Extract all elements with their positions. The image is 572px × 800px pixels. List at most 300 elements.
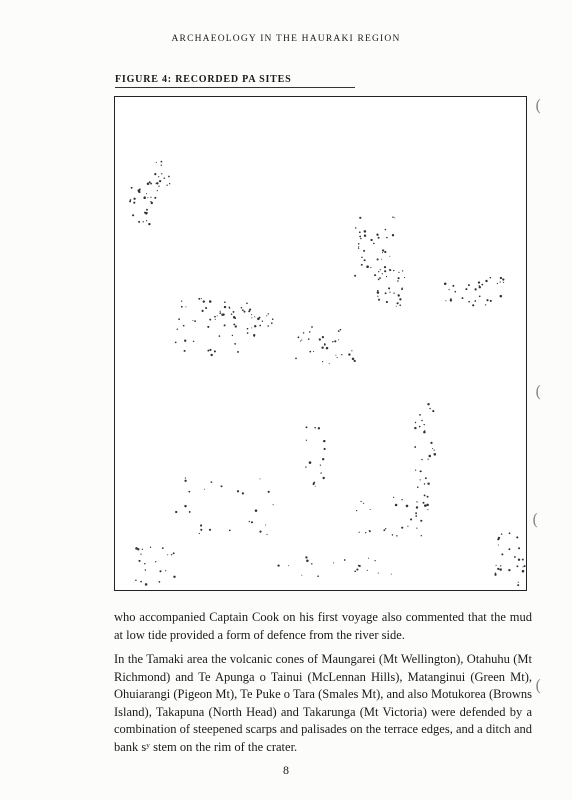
- map-site-dot: [490, 300, 492, 302]
- map-site-dot: [161, 173, 162, 174]
- map-site-dot: [300, 341, 301, 342]
- map-site-dot: [344, 559, 346, 561]
- map-site-dot: [340, 329, 342, 331]
- map-site-dot: [246, 302, 248, 304]
- map-site-dot: [324, 448, 326, 450]
- map-site-dot: [148, 223, 150, 225]
- map-site-dot: [432, 448, 433, 449]
- map-site-dot: [231, 313, 233, 315]
- map-site-dot: [209, 529, 211, 531]
- map-site-dot: [162, 547, 164, 549]
- map-site-dot: [138, 560, 140, 562]
- map-site-dot: [209, 319, 211, 321]
- map-site-dot: [177, 328, 178, 329]
- map-site-dot: [423, 502, 425, 504]
- map-site-dot: [424, 494, 426, 496]
- map-site-dot: [416, 506, 418, 508]
- map-site-dot: [341, 354, 342, 355]
- map-site-dot: [271, 322, 273, 324]
- map-site-dot: [168, 176, 170, 178]
- map-site-dot: [169, 183, 170, 184]
- map-site-dot: [393, 293, 394, 294]
- map-site-dot: [370, 239, 372, 241]
- map-site-dot: [217, 315, 218, 316]
- map-site-dot: [305, 556, 307, 558]
- map-site-dot: [140, 581, 142, 583]
- map-site-dot: [145, 583, 148, 586]
- map-site-dot: [485, 280, 487, 282]
- map-site-dot: [396, 306, 397, 307]
- map-site-dot: [449, 289, 450, 290]
- map-site-dot: [479, 285, 480, 286]
- map-site-dot: [389, 292, 390, 293]
- map-site-dot: [508, 569, 510, 571]
- map-site-dot: [209, 300, 212, 303]
- map-site-dot: [167, 554, 168, 555]
- map-site-dot: [214, 316, 216, 318]
- map-site-dot: [171, 554, 172, 555]
- map-site-dot: [320, 472, 321, 473]
- map-site-dot: [360, 238, 361, 239]
- map-site-dot: [370, 509, 371, 510]
- map-site-dot: [384, 270, 386, 272]
- map-site-dot: [381, 259, 382, 260]
- map-site-dot: [501, 533, 502, 534]
- map-site-dot: [133, 202, 135, 204]
- map-site-dot: [354, 570, 356, 572]
- map-site-dot: [367, 570, 368, 571]
- map-site-dot: [166, 185, 167, 186]
- map-site-dot: [388, 287, 390, 289]
- map-site-dot: [266, 315, 267, 316]
- map-site-dot: [139, 189, 141, 191]
- map-site-dot: [298, 336, 300, 338]
- map-site-dot: [254, 336, 255, 337]
- map-site-dot: [318, 427, 320, 429]
- map-site-dot: [523, 566, 524, 567]
- map-site-dot: [374, 274, 376, 276]
- map-site-dot: [462, 297, 464, 299]
- map-site-dot: [361, 264, 363, 266]
- map-site-dot: [502, 278, 504, 280]
- map-site-dot: [215, 319, 216, 320]
- map-site-dot: [150, 547, 151, 548]
- map-site-dot: [514, 556, 516, 558]
- map-site-dot: [273, 504, 274, 505]
- map-site-dot: [468, 284, 470, 286]
- map-site-dot: [251, 521, 253, 523]
- map-site-dot: [379, 277, 381, 279]
- map-site-dot: [164, 177, 166, 179]
- map-site-dot: [138, 191, 140, 193]
- map-site-dot: [149, 181, 151, 183]
- map-site-dot: [498, 544, 499, 545]
- map-site-dot: [389, 256, 390, 257]
- map-site-dot: [384, 266, 386, 268]
- map-site-dot: [396, 535, 397, 536]
- map-site-dot: [378, 299, 380, 301]
- map-site-dot: [235, 325, 237, 327]
- map-site-dot: [378, 573, 379, 574]
- pa-sites-map: [114, 96, 527, 591]
- map-site-dot: [156, 162, 157, 163]
- map-site-dot: [143, 196, 146, 199]
- map-site-dot: [129, 200, 131, 202]
- map-site-dot: [229, 307, 231, 309]
- map-site-dot: [306, 440, 307, 441]
- map-site-dot: [417, 486, 419, 488]
- map-site-dot: [508, 548, 510, 550]
- map-site-dot: [421, 535, 422, 536]
- map-site-dot: [155, 561, 156, 562]
- map-site-dot: [184, 350, 186, 352]
- map-site-dot: [423, 431, 426, 434]
- map-site-dot: [219, 335, 221, 337]
- map-site-dot: [185, 306, 186, 307]
- map-site-dot: [181, 300, 182, 301]
- map-site-dot: [500, 277, 502, 279]
- map-site-dot: [317, 575, 319, 577]
- map-site-dot: [522, 570, 525, 573]
- map-site-dot: [268, 313, 269, 314]
- map-site-dot: [241, 307, 243, 309]
- map-site-dot: [501, 553, 503, 555]
- map-site-dot: [146, 220, 147, 221]
- map-site-dot: [425, 477, 427, 479]
- map-site-dot: [143, 221, 144, 222]
- map-site-dot: [277, 564, 279, 566]
- map-site-dot: [315, 486, 316, 487]
- map-site-dot: [200, 529, 202, 531]
- map-site-dot: [497, 283, 498, 284]
- map-site-dot: [251, 317, 252, 318]
- map-site-dot: [479, 295, 481, 297]
- map-site-dot: [254, 325, 256, 327]
- map-site-dot: [384, 251, 386, 253]
- map-site-dot: [401, 499, 402, 500]
- map-site-dot: [497, 568, 499, 570]
- map-site-dot: [500, 281, 501, 282]
- map-site-dot: [498, 537, 500, 539]
- map-site-dot: [385, 229, 387, 231]
- map-site-dot: [251, 314, 252, 315]
- map-site-dot: [322, 458, 324, 460]
- figure-title: [115, 74, 291, 85]
- map-site-dot: [259, 531, 261, 533]
- map-site-dot: [158, 186, 159, 187]
- map-site-dot: [359, 532, 360, 533]
- map-site-dot: [337, 357, 338, 358]
- map-site-dot: [203, 300, 205, 302]
- map-site-dot: [427, 403, 429, 405]
- map-site-dot: [383, 529, 385, 531]
- map-site-dot: [135, 579, 137, 581]
- map-site-dot: [173, 576, 175, 578]
- map-site-dot: [207, 326, 209, 328]
- map-site-dot: [233, 323, 235, 325]
- map-site-dot: [427, 496, 429, 498]
- map-site-dot: [184, 340, 186, 342]
- map-site-dot: [204, 489, 205, 490]
- map-site-dot: [229, 530, 231, 532]
- body-paragraph: In the Tamaki area the volcanic cones of Maungarei (Mt Wellington), Otahuhu (Mt Richmond) and Te Apunga o Tainui (McLennan Hills), Matanginui (Green Mt), Ohuiarangi (Pigeon Mt), Te Puke o Tara (Smales Mt), and also Motukorea (Browns Island), Takapuna (North Head) and Takarunga (Mt Victoria) were defended by a combination of steepened scarps and palisades on the terrace edges, and a ditch and bank sʸ stem on the rim of the crater.: [114, 652, 532, 754]
- map-site-dot: [151, 202, 153, 204]
- map-site-dot: [308, 338, 310, 340]
- map-site-dot: [419, 471, 420, 472]
- map-site-dot: [358, 246, 359, 247]
- map-site-dot: [415, 515, 417, 517]
- map-site-dot: [378, 237, 380, 239]
- map-site-dot: [265, 524, 266, 525]
- map-site-dot: [255, 509, 258, 512]
- map-site-dot: [158, 176, 159, 177]
- map-site-dot: [452, 285, 454, 287]
- map-site-dot: [524, 565, 526, 567]
- map-site-dot: [430, 442, 432, 444]
- map-site-dot: [516, 565, 518, 567]
- map-site-dot: [378, 279, 380, 281]
- map-site-dot: [358, 565, 360, 567]
- map-site-dot: [410, 518, 412, 520]
- map-site-dot: [503, 282, 504, 283]
- map-site-dot: [392, 234, 394, 236]
- map-site-dot: [395, 504, 398, 507]
- map-site-dot: [156, 183, 157, 184]
- map-site-dot: [322, 361, 323, 362]
- map-site-dot: [144, 563, 145, 564]
- map-site-dot: [478, 281, 480, 283]
- map-site-dot: [414, 427, 416, 429]
- map-site-dot: [140, 553, 141, 554]
- map-site-dot: [332, 341, 333, 342]
- map-site-dot: [389, 269, 390, 270]
- map-site-dot: [157, 190, 158, 191]
- map-site-dot: [338, 339, 339, 340]
- map-site-dot: [380, 269, 381, 270]
- map-site-dot: [267, 325, 269, 327]
- map-site-dot: [133, 198, 135, 200]
- map-site-dot: [399, 304, 401, 306]
- map-site-dot: [309, 351, 311, 353]
- margin-bracket-mark: (: [532, 510, 539, 529]
- map-site-dot: [335, 355, 336, 356]
- map-site-dot: [259, 478, 260, 479]
- map-site-dot: [369, 530, 371, 532]
- map-site-dot: [211, 481, 213, 483]
- map-site-dot: [385, 528, 386, 529]
- map-site-dot: [427, 509, 428, 510]
- map-site-dot: [309, 461, 312, 464]
- map-site-dot: [518, 558, 520, 560]
- map-site-dot: [356, 510, 357, 511]
- map-site-dot: [377, 290, 379, 292]
- map-site-dot: [303, 332, 305, 334]
- map-site-dot: [175, 511, 177, 513]
- map-site-dot: [474, 300, 476, 302]
- map-site-dot: [251, 327, 252, 328]
- map-site-dot: [385, 292, 387, 294]
- map-site-dot: [424, 483, 425, 484]
- map-site-dot: [358, 243, 360, 245]
- map-site-dot: [377, 296, 378, 297]
- map-site-dot: [144, 212, 146, 214]
- map-site-dot: [142, 549, 143, 550]
- map-site-dot: [370, 267, 371, 268]
- map-site-dot: [516, 536, 518, 538]
- map-site-dot: [360, 501, 361, 502]
- map-site-dot: [210, 354, 212, 356]
- map-site-dot: [309, 331, 311, 333]
- map-site-dot: [233, 311, 235, 313]
- map-site-dot: [132, 214, 134, 216]
- map-site-dot: [254, 316, 255, 317]
- map-site-dot: [401, 527, 403, 529]
- map-site-dot: [154, 173, 156, 175]
- map-site-dot: [306, 560, 309, 563]
- map-site-dot: [145, 569, 147, 571]
- map-site-dot: [272, 318, 274, 320]
- map-site-dot: [193, 341, 194, 342]
- map-site-dot: [424, 430, 425, 431]
- map-site-dot: [373, 243, 375, 245]
- map-site-dot: [359, 217, 361, 219]
- map-site-dot: [500, 565, 501, 566]
- map-site-dot: [415, 469, 416, 470]
- map-site-dot: [465, 288, 467, 290]
- map-site-dot: [398, 294, 400, 296]
- map-site-dot: [237, 351, 239, 353]
- map-site-dot: [326, 347, 329, 350]
- map-site-dot: [313, 483, 315, 485]
- map-site-dot: [415, 422, 416, 423]
- map-site-dot: [420, 520, 422, 522]
- map-site-dot: [146, 209, 148, 211]
- map-site-dot: [137, 548, 139, 550]
- map-site-dot: [181, 306, 183, 308]
- map-site-dot: [184, 505, 186, 507]
- figure-title-text: FIGURE 4: RECORDED PA SITES: [115, 74, 292, 85]
- map-site-dot: [382, 249, 384, 251]
- map-site-dot: [518, 582, 519, 583]
- map-site-dot: [199, 533, 200, 534]
- map-site-dot: [329, 363, 330, 364]
- figure-title-underline: [115, 87, 355, 88]
- map-site-dot: [313, 351, 314, 352]
- map-site-dot: [445, 300, 446, 301]
- map-site-dot: [322, 336, 324, 338]
- map-site-dot: [485, 304, 486, 305]
- margin-bracket-mark: (: [535, 382, 542, 401]
- margin-bracket-mark: (: [535, 676, 542, 695]
- map-site-dot: [205, 307, 207, 309]
- map-site-dot: [364, 234, 366, 236]
- map-site-dot: [393, 497, 394, 498]
- map-site-dot: [288, 565, 289, 566]
- map-site-dot: [192, 320, 193, 321]
- map-site-dot: [314, 427, 316, 429]
- map-site-dot: [268, 491, 270, 493]
- map-site-dot: [259, 317, 261, 319]
- map-site-dot: [348, 353, 350, 355]
- map-site-dot: [361, 257, 362, 258]
- map-site-dot: [368, 558, 369, 559]
- page-number: 8: [283, 763, 289, 777]
- map-site-dot: [499, 568, 501, 570]
- map-site-dot: [319, 338, 321, 340]
- map-site-dot: [232, 335, 233, 336]
- map-site-dot: [419, 426, 421, 428]
- map-site-dot: [266, 534, 267, 535]
- map-site-dot: [416, 501, 417, 502]
- map-site-dot: [398, 277, 400, 279]
- map-site-dot: [386, 237, 388, 239]
- map-site-dot: [363, 250, 365, 252]
- map-site-dot: [185, 477, 186, 478]
- map-site-dot: [198, 298, 200, 300]
- map-site-dot: [244, 311, 246, 313]
- map-site-dot: [364, 230, 367, 233]
- map-site-dot: [219, 312, 221, 314]
- map-site-dot: [178, 318, 180, 320]
- map-site-dot: [356, 569, 358, 571]
- map-site-dot: [247, 328, 249, 330]
- map-site-dot: [398, 272, 399, 273]
- map-site-dot: [450, 299, 452, 301]
- map-site-dot: [301, 575, 302, 576]
- map-site-dot: [468, 301, 470, 303]
- map-site-dot: [509, 532, 511, 534]
- map-site-dot: [221, 485, 223, 487]
- map-site-dot: [247, 332, 249, 334]
- map-site-dot: [161, 165, 162, 166]
- map-site-dot: [424, 504, 427, 507]
- map-site-dot: [334, 340, 336, 342]
- map-site-dot: [311, 326, 313, 328]
- map-site-dot: [365, 532, 366, 533]
- map-site-dot: [224, 301, 226, 303]
- map-site-dot: [306, 426, 308, 428]
- map-site-dot: [295, 358, 297, 360]
- map-site-dot: [377, 291, 380, 294]
- map-site-dot: [354, 275, 356, 277]
- map-site-dot: [248, 310, 250, 312]
- map-site-dot: [358, 248, 359, 249]
- map-site-dot: [364, 259, 366, 261]
- map-site-dot: [146, 193, 147, 194]
- map-site-dot: [200, 524, 202, 526]
- map-site-dot: [249, 521, 250, 522]
- map-site-dot: [234, 317, 236, 319]
- map-site-dot: [374, 560, 375, 561]
- map-site-dot: [184, 480, 186, 482]
- map-site-dot: [338, 330, 340, 332]
- map-site-dot: [234, 343, 236, 345]
- map-site-dot: [421, 459, 422, 460]
- body-paragraph: who accompanied Captain Cook on his first voyage also commented that the mud at low tide provided a form of defence from the river side.: [114, 610, 532, 642]
- map-site-dot: [454, 291, 456, 293]
- map-site-dot: [311, 563, 312, 564]
- map-site-dot: [188, 491, 190, 493]
- map-site-dot: [426, 504, 429, 507]
- map-site-dot: [354, 360, 356, 362]
- map-site-dot: [220, 311, 221, 312]
- map-dots-canvas: [115, 97, 526, 590]
- map-site-dot: [397, 280, 398, 281]
- map-site-dot: [359, 231, 361, 233]
- map-site-dot: [494, 574, 496, 576]
- map-site-dot: [201, 298, 202, 299]
- map-site-dot: [518, 547, 520, 549]
